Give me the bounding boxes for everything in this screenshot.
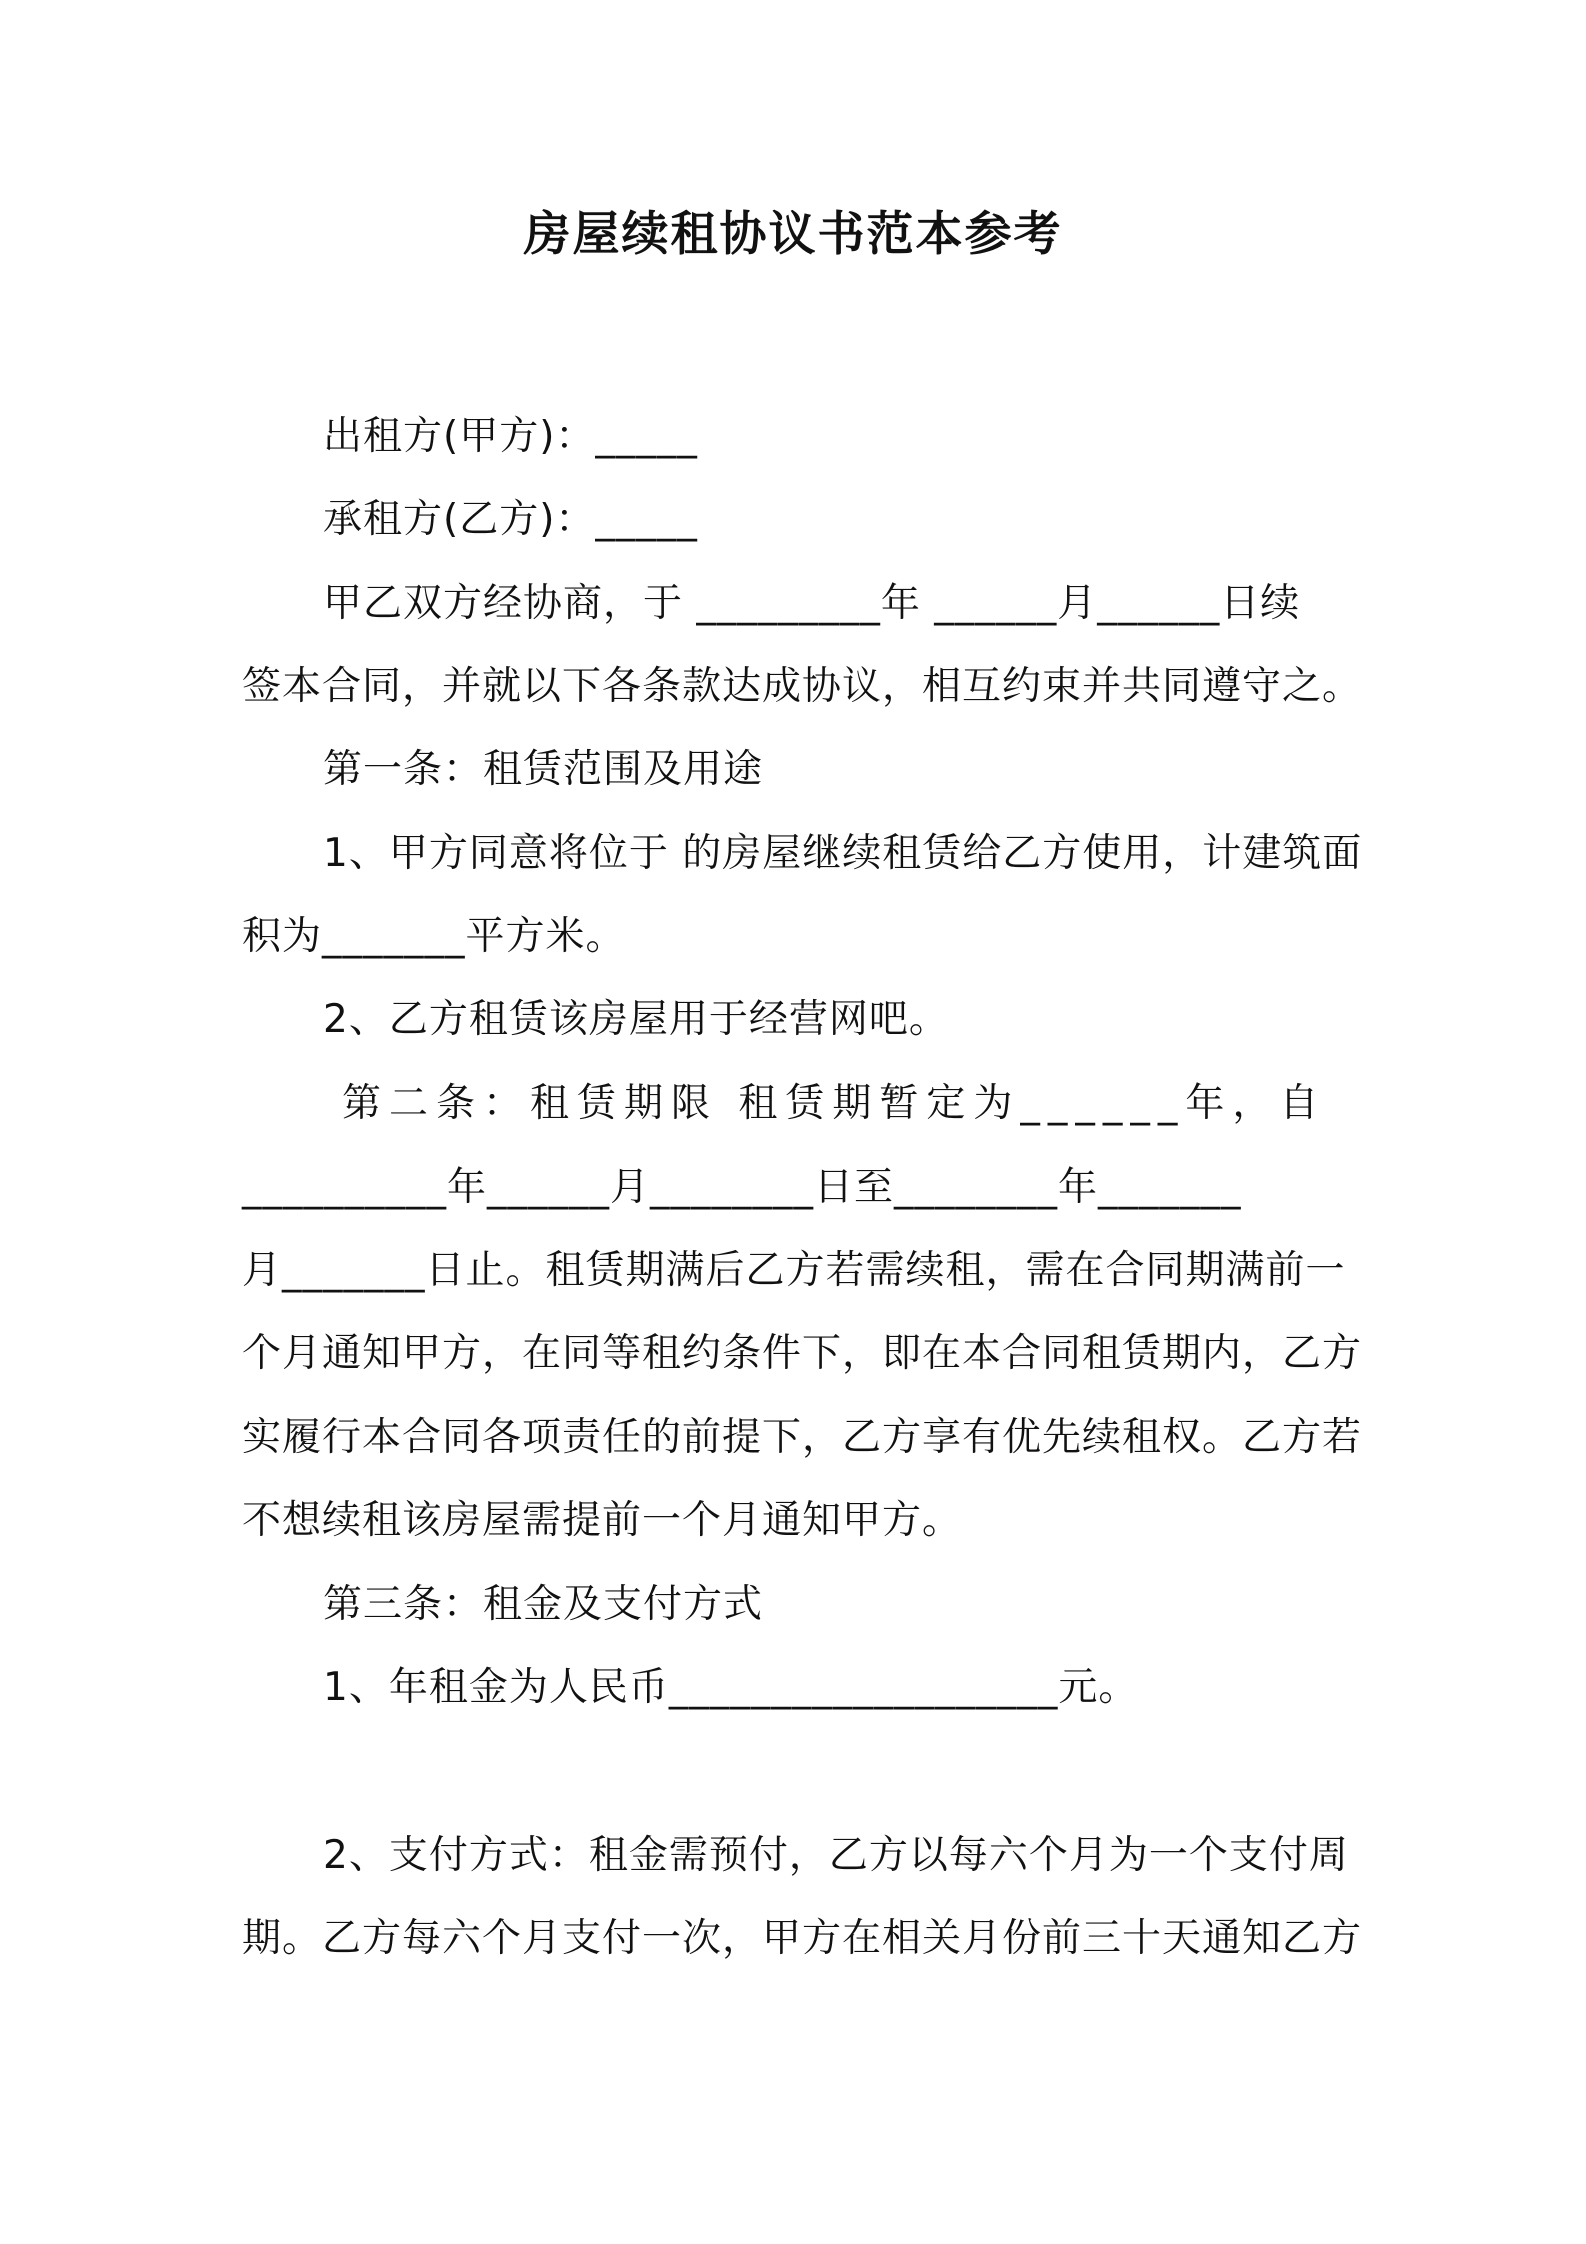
article-2-line-2: __________年______月________日至________年_______	[242, 1165, 1242, 1210]
article-3-heading: 第三条：租金及支付方式	[323, 1582, 764, 1627]
intro-line-1: 甲乙双方经协商，于 _________年 ______月______日续	[323, 581, 1301, 626]
lessee-line: 承租方(乙方)：_____	[323, 497, 698, 542]
article-3-item-2-line-2: 期。乙方每六个月支付一次，甲方在相关月份前三十天通知乙方	[242, 1916, 1363, 1961]
document-title: 房屋续租协议书范本参考	[523, 207, 1063, 262]
article-1-item-2: 2、乙方租赁该房屋用于经营网吧。	[323, 997, 949, 1042]
article-2-line-3: 月_______日止。租赁期满后乙方若需续租，需在合同期满前一	[242, 1248, 1346, 1293]
intro-line-2: 签本合同，并就以下各条款达成协议，相互约束并共同遵守之。	[242, 664, 1363, 709]
lessor-line: 出租方(甲方)：_____	[323, 414, 698, 459]
article-2-line-5: 实履行本合同各项责任的前提下，乙方享有优先续租权。乙方若	[242, 1415, 1363, 1460]
article-3-item-1: 1、年租金为人民币___________________元。	[323, 1665, 1139, 1710]
article-1-item-1-line-1: 1、甲方同意将位于 的房屋继续租赁给乙方使用，计建筑面	[323, 831, 1363, 876]
article-2-line-6: 不想续租该房屋需提前一个月通知甲方。	[242, 1498, 963, 1543]
article-2-line-1: 第二条：租赁期限 租赁期暂定为______年，自	[342, 1081, 1327, 1126]
article-1-heading: 第一条：租赁范围及用途	[323, 747, 764, 792]
article-3-item-2-line-1: 2、支付方式：租金需预付，乙方以每六个月为一个支付周	[323, 1833, 1349, 1878]
article-2-line-4: 个月通知甲方，在同等租约条件下，即在本合同租赁期内，乙方	[242, 1331, 1363, 1376]
article-1-item-1-line-2: 积为_______平方米。	[242, 914, 626, 959]
